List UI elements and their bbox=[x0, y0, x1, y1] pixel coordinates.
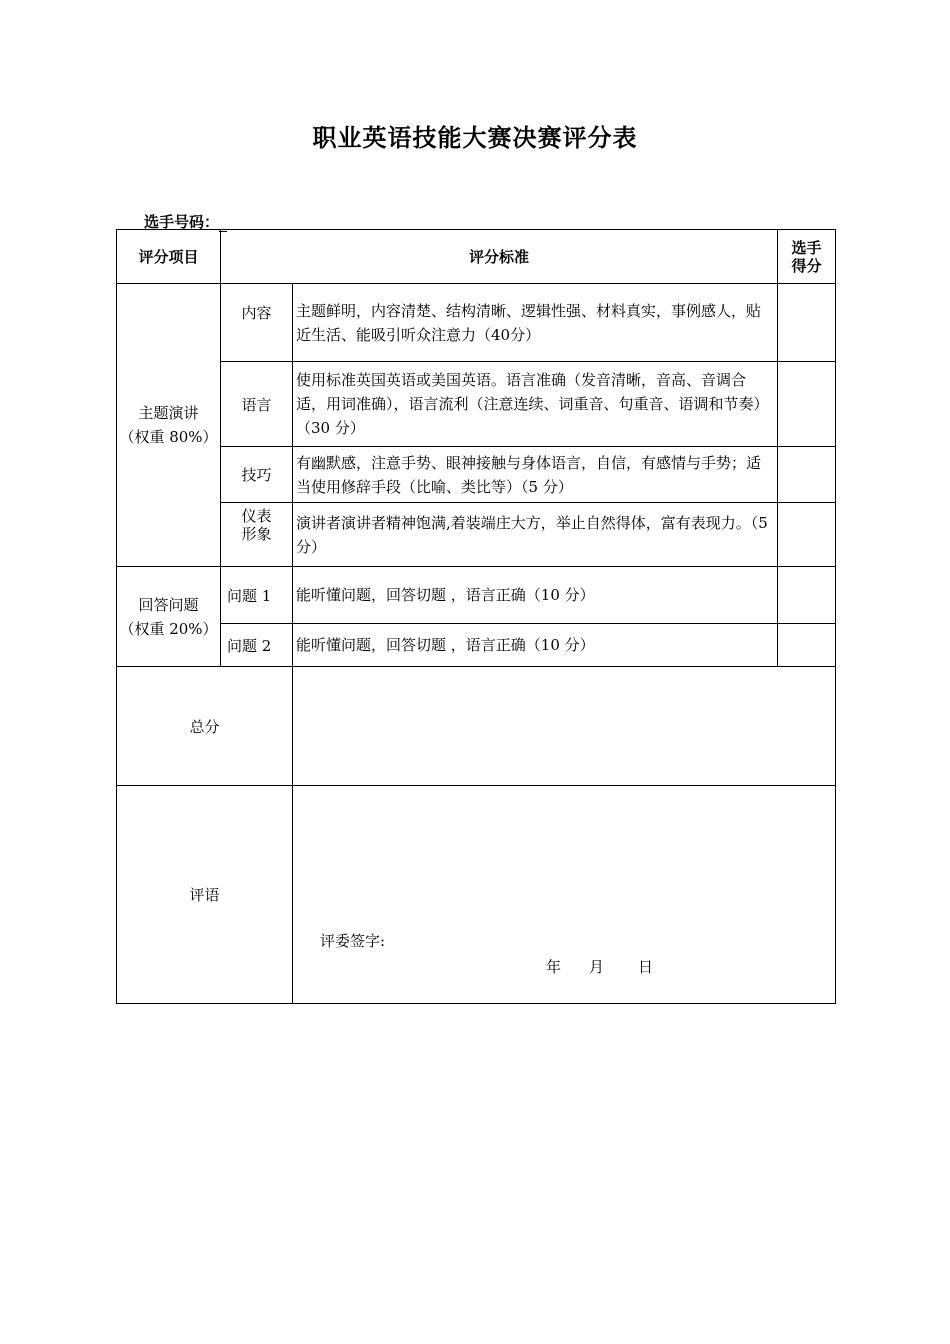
speech-row-technique bbox=[117, 447, 836, 503]
criterion-label: 仪表 形象 bbox=[221, 503, 293, 567]
page-title: 职业英语技能大赛决赛评分表 bbox=[312, 123, 638, 152]
score-cell[interactable] bbox=[778, 503, 836, 567]
date-line bbox=[546, 956, 653, 977]
scoring-table bbox=[116, 229, 836, 1004]
speech-row-appearance bbox=[117, 503, 836, 567]
total-score-cell[interactable] bbox=[293, 667, 836, 786]
criterion-label: 技巧 bbox=[221, 447, 293, 503]
criterion-text: 能听懂问题，回答切题 ，语言正确（10 分） bbox=[293, 624, 778, 667]
header-item: 评分项目 bbox=[117, 230, 221, 284]
criterion-text: 主题鲜明，内容清楚、结构清晰、逻辑性强、材料真实，事例感人，贴近生活、能吸引听众注意力（40分） bbox=[293, 284, 778, 362]
question-label: 问题 2 bbox=[221, 624, 293, 667]
judge-signature-label: 评委签字: bbox=[320, 932, 386, 950]
comment-row bbox=[117, 786, 836, 1004]
date-day: 日 bbox=[638, 958, 654, 976]
header-score: 选手 得分 bbox=[778, 230, 836, 284]
answer-row-q1 bbox=[117, 567, 836, 624]
total-row bbox=[117, 667, 836, 786]
speech-row-content bbox=[117, 284, 836, 362]
speech-row-language bbox=[117, 362, 836, 447]
criterion-text: 能听懂问题，回答切题 ，语言正确（10 分） bbox=[293, 567, 778, 624]
date-year: 年 bbox=[546, 958, 562, 976]
criterion-text: 演讲者演讲者精神饱满,着装端庄大方，举止自然得体，富有表现力。（5 分） bbox=[293, 503, 778, 567]
player-number-label: 选手号码： bbox=[144, 213, 220, 231]
criterion-label: 语言 bbox=[221, 362, 293, 447]
speech-category: 主题演讲 （权重 80%） bbox=[117, 284, 221, 567]
score-cell[interactable] bbox=[778, 624, 836, 667]
header-row bbox=[117, 230, 836, 284]
comment-cell[interactable] bbox=[293, 786, 836, 1004]
question-label: 问题 1 bbox=[221, 567, 293, 624]
score-cell[interactable] bbox=[778, 567, 836, 624]
score-cell[interactable] bbox=[778, 447, 836, 503]
criterion-text: 使用标准英国英语或美国英语。语言准确（发音清晰，音高、音调合适，用词准确），语言流利（注意连续、词重音、句重音、语调和节奏）（30 分） bbox=[293, 362, 778, 447]
criterion-label: 内容 bbox=[221, 284, 293, 362]
answer-row-q2 bbox=[117, 624, 836, 667]
criterion-text: 有幽默感，注意手势、眼神接触与身体语言，自信，有感情与手势；适当使用修辞手段（比喻、类比等）（5 分） bbox=[293, 447, 778, 503]
score-cell[interactable] bbox=[778, 284, 836, 362]
score-cell[interactable] bbox=[778, 362, 836, 447]
date-month: 月 bbox=[589, 958, 605, 976]
header-criteria: 评分标准 bbox=[221, 230, 778, 284]
answer-category: 回答问题 （权重 20%） bbox=[117, 567, 221, 667]
total-label: 总分 bbox=[117, 667, 293, 786]
comment-label: 评语 bbox=[117, 786, 293, 1004]
